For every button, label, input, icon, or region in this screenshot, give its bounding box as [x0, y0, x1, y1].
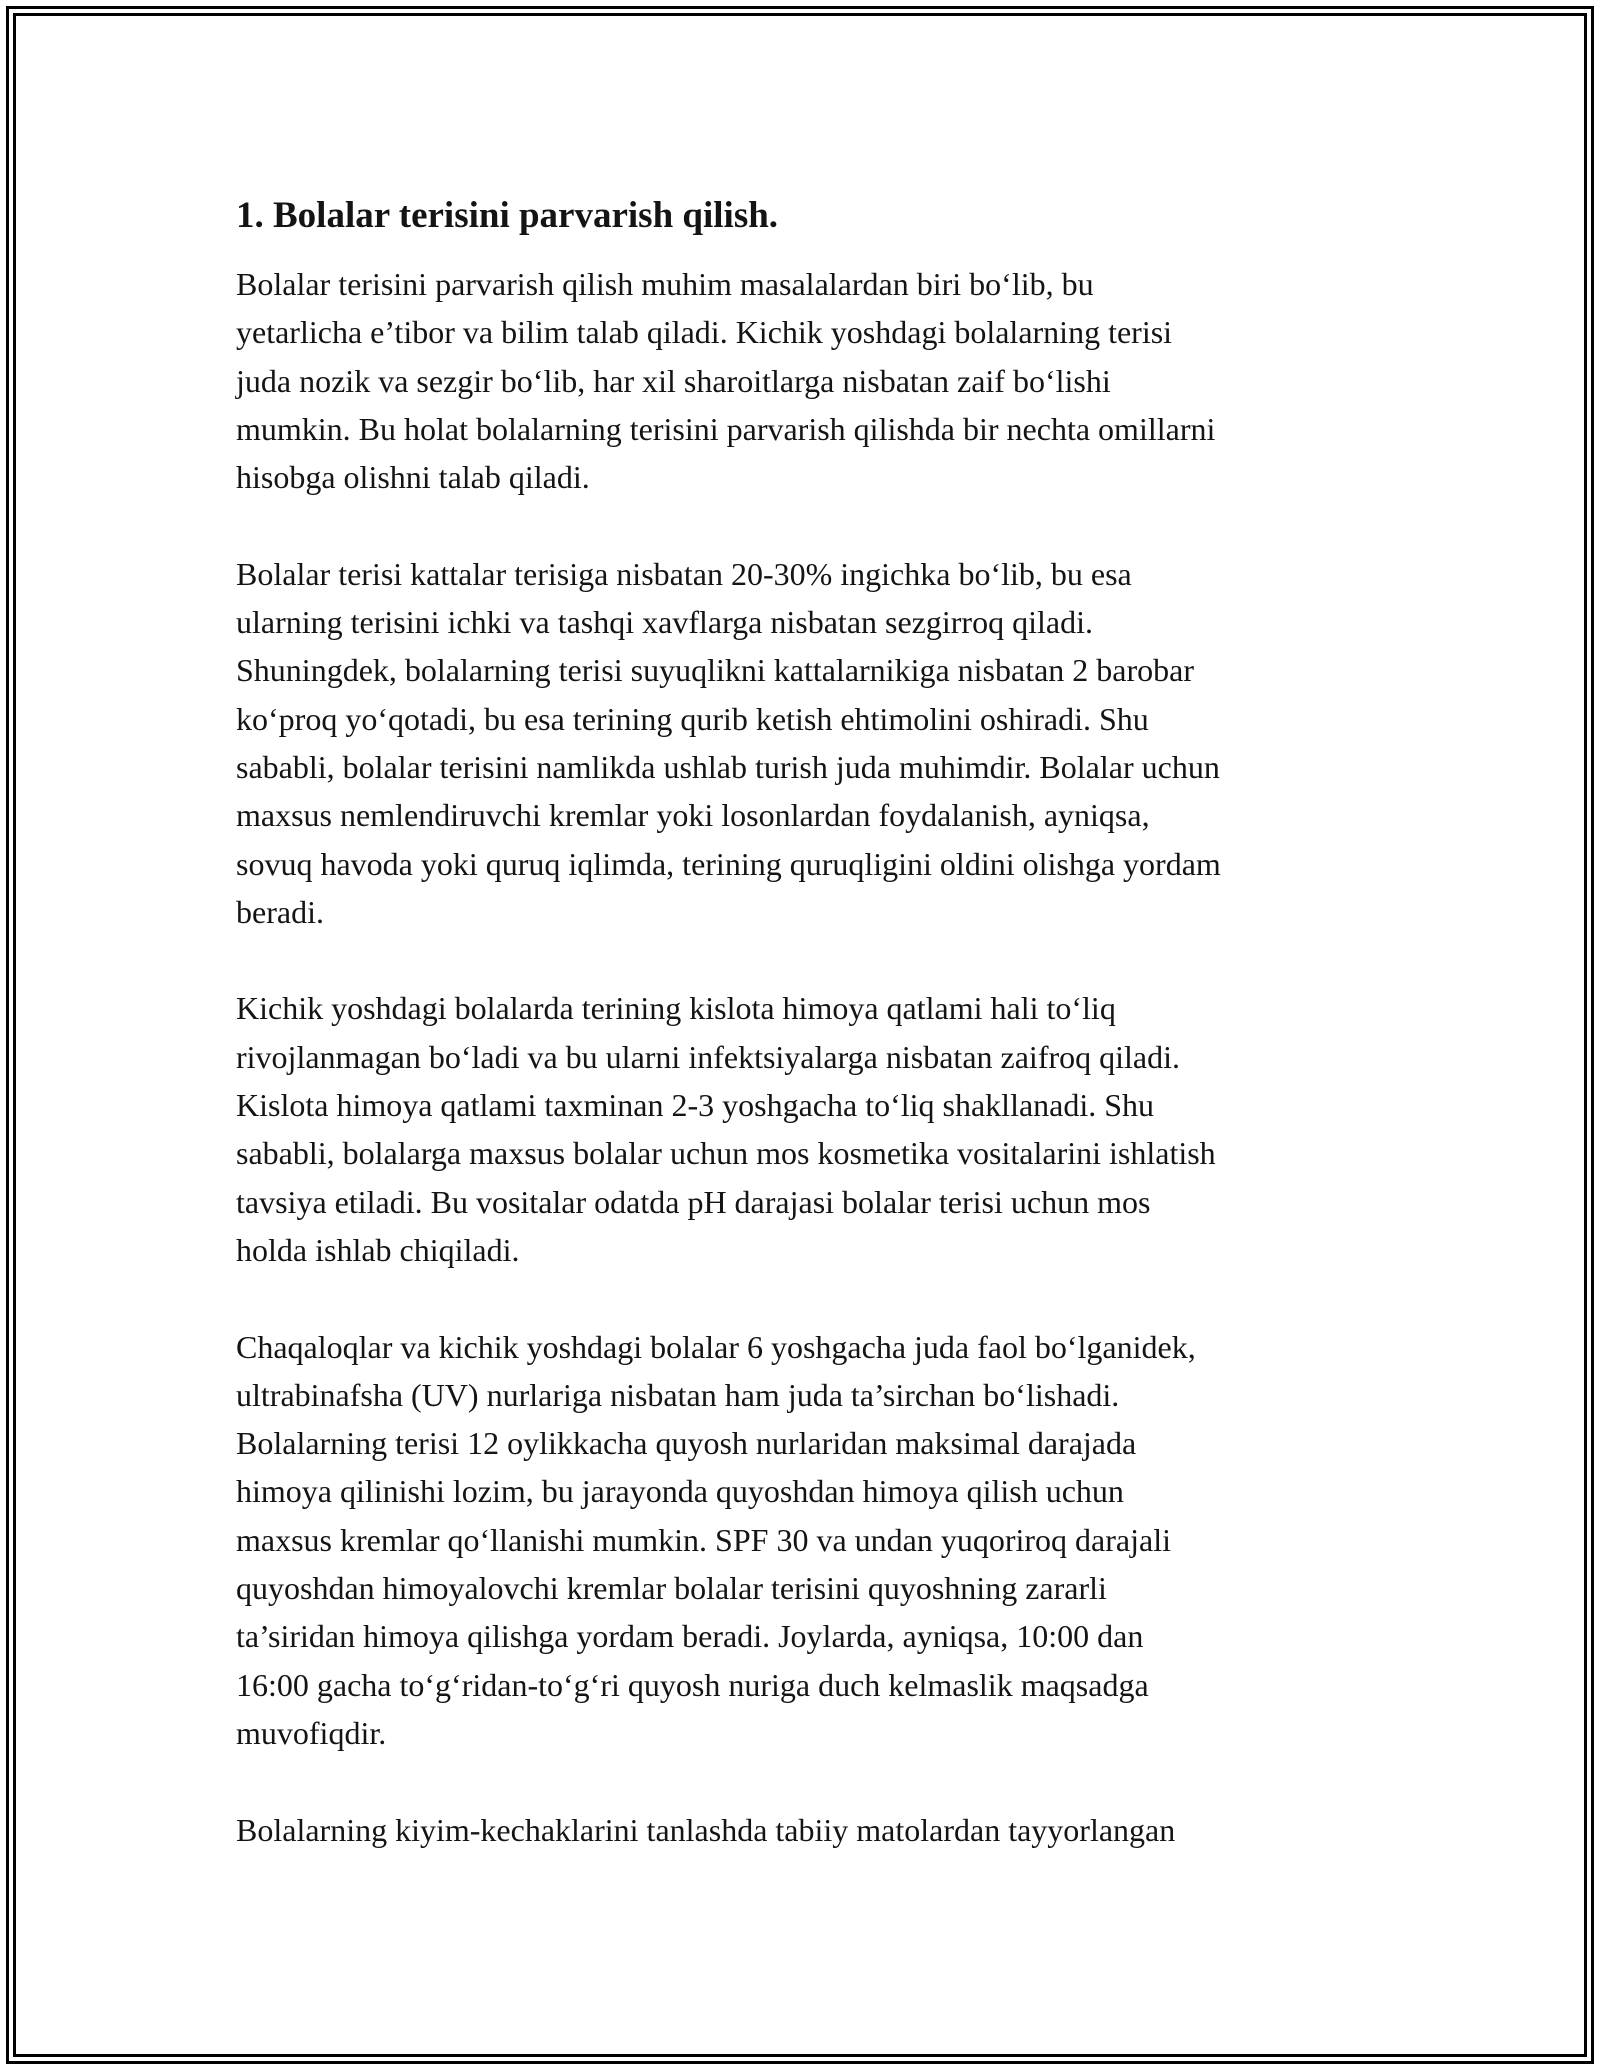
text-line: 16:00 gacha to‘g‘ridan-to‘g‘ri quyosh nuriga duch kelmaslik maqsadga [236, 1666, 1149, 1703]
text-line: sababli, bolalar terisini namlikda ushlab turish juda muhimdir. Bolalar uchun [236, 748, 1220, 785]
text-line: mumkin. Bu holat bolalarning terisini parvarish qilishda bir nechta omillarni [236, 410, 1216, 447]
text-line: Bolalarning kiyim-kechaklarini tanlashda tabiiy matolardan tayyorlangan [236, 1811, 1176, 1848]
paragraph-gap [236, 1274, 1386, 1322]
paragraph-4 [236, 1323, 1386, 1758]
text-line: juda nozik va sezgir bo‘lib, har xil sharoitlarga nisbatan zaif bo‘lishi [236, 362, 1111, 399]
text-line: ularning terisini ichki va tashqi xavflarga nisbatan sezgirroq qiladi. [236, 604, 1093, 641]
paragraph-gap [236, 936, 1386, 984]
text-line: Bolalar terisi kattalar terisiga nisbatan 20-30% ingichka bo‘lib, bu esa [236, 555, 1132, 592]
text-line: Chaqaloqlar va kichik yoshdagi bolalar 6 yoshgacha juda faol bo‘lganidek, [236, 1328, 1196, 1365]
text-line: Bolalarning terisi 12 oylikkacha quyosh nurlaridan maksimal darajada [236, 1425, 1137, 1462]
paragraph-gap [236, 501, 1386, 549]
text-line: hisobga olishni talab qiladi. [236, 459, 590, 496]
text-line: ko‘proq yo‘qotadi, bu esa terining qurib ketish ehtimolini oshiradi. Shu [236, 700, 1149, 737]
text-line: himoya qilinishi lozim, bu jarayonda quyoshdan himoya qilish uchun [236, 1473, 1124, 1510]
paragraph-gap [236, 1757, 1386, 1805]
text-line: ultrabinafsha (UV) nurlariga nisbatan ham juda ta’sirchan bo‘lishadi. [236, 1376, 1120, 1413]
section-heading: 1. Bolalar terisini parvarish qilish. [236, 195, 779, 236]
text-line: ta’siridan himoya qilishga yordam beradi. Joylarda, ayniqsa, 10:00 dan [236, 1618, 1144, 1655]
text-line: muvofiqdir. [236, 1714, 387, 1751]
text-line: holda ishlab chiqiladi. [236, 1231, 520, 1268]
text-line: sovuq havoda yoki quruq iqlimda, terining quruqligini oldini olishga yordam [236, 845, 1221, 882]
text-line: Kichik yoshdagi bolalarda terining kislota himoya qatlami hali to‘liq [236, 990, 1116, 1027]
paragraph-5 [236, 1806, 1386, 1854]
text-line: beradi. [236, 893, 324, 930]
paragraph-1 [236, 260, 1386, 501]
paragraph-3 [236, 984, 1386, 1274]
text-line: yetarlicha e’tibor va bilim talab qiladi. Kichik yoshdagi bolalarning terisi [236, 314, 1173, 351]
text-line: tavsiya etiladi. Bu vositalar odatda pH darajasi bolalar terisi uchun mos [236, 1183, 1151, 1220]
paragraph-2 [236, 550, 1386, 936]
text-line: rivojlanmagan bo‘ladi va bu ularni infektsiyalarga nisbatan zaifroq qiladi. [236, 1038, 1180, 1075]
text-line: Kislota himoya qatlami taxminan 2-3 yoshgacha to‘liq shakllanadi. Shu [236, 1087, 1155, 1124]
text-line: Shuningdek, bolalarning terisi suyuqlikni kattalarnikiga nisbatan 2 barobar [236, 652, 1195, 689]
text-line: Bolalar terisini parvarish qilish muhim masalalardan biri bo‘lib, bu [236, 266, 1094, 302]
text-line: maxsus kremlar qo‘llanishi mumkin. SPF 30 va undan yuqoriroq darajali [236, 1521, 1171, 1558]
text-line: quyoshdan himoyalovchi kremlar bolalar terisini quyoshning zararli [236, 1570, 1107, 1607]
text-line: sababli, bolalarga maxsus bolalar uchun mos kosmetika vositalarini ishlatish [236, 1135, 1216, 1172]
text-line: maxsus nemlendiruvchi kremlar yoki losonlardan foydalanish, ayniqsa, [236, 797, 1150, 834]
document-body [236, 186, 1386, 1854]
